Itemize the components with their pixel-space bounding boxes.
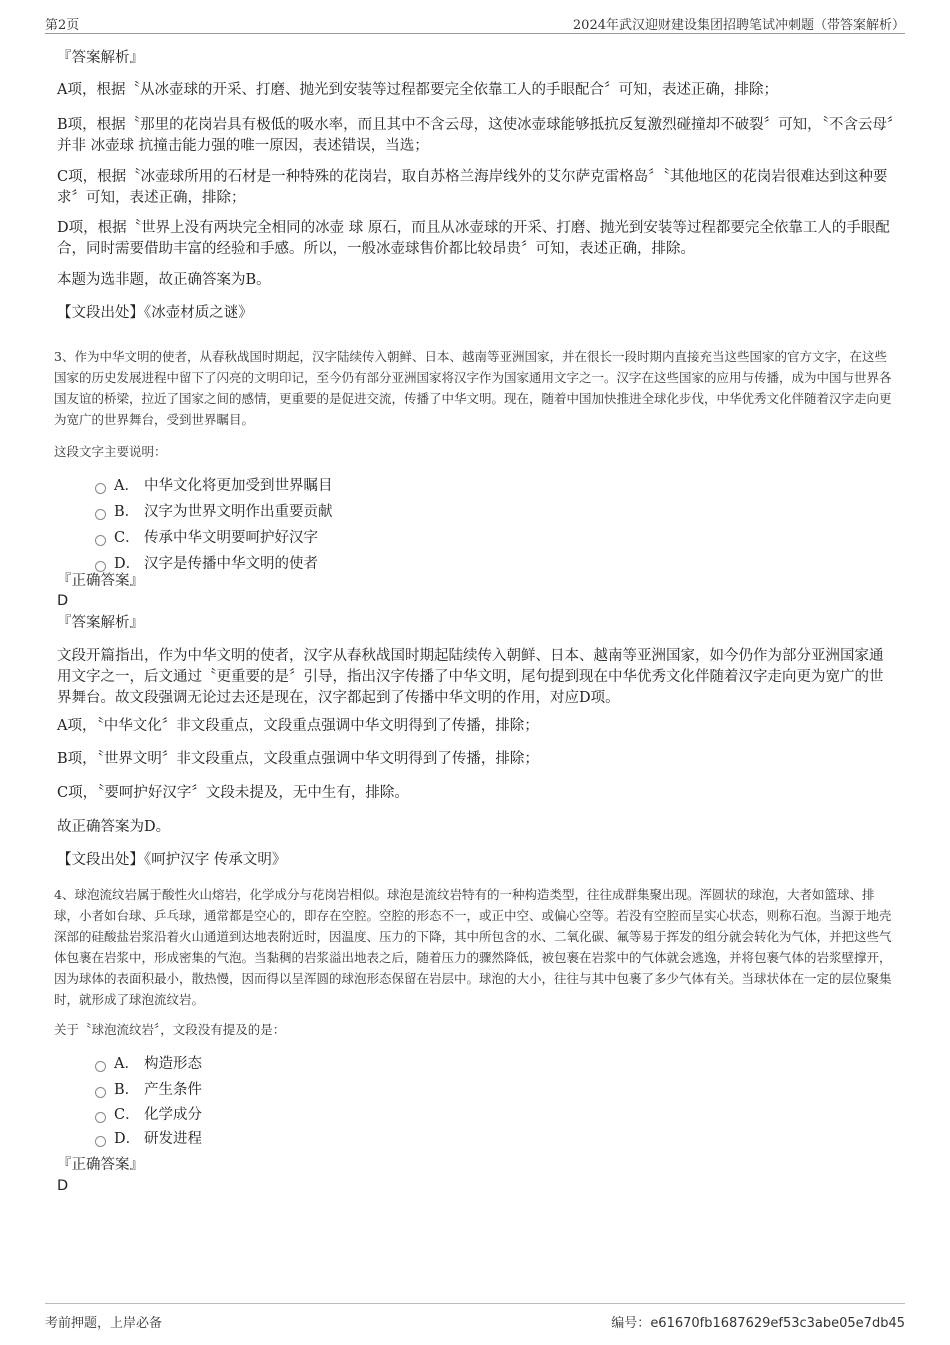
page-header [45,12,905,34]
radio-button[interactable] [95,535,106,546]
page-footer [45,1303,905,1333]
q4-answer-label: 『正确答案』 [57,1157,144,1173]
q4-stem: 关于〝球泡流纹岩〞，文段没有提及的是： [54,1022,286,1037]
q4-answer: D [57,1178,69,1194]
q3-stem: 这段文字主要说明： [54,444,167,459]
q4-passage: 4、球泡流纹岩属于酸性火山熔岩，化学成分与花岗岩相似。球泡是流纹岩特有的一种构造类型，往往成群集聚出现。浑圆状的球泡，大者如篮球、排球，小者如台球、乒乓球，通常都是空心的，即存在空腔。空腔的形态不一，或正中空、或偏心空等。若没有空腔而呈实心状态，则称石泡。当源于地壳深部的硅酸盐岩浆沿着火山通道到达地表附近时，因温度、压力的下降，其中所包含的水、二氧化碳、氟等易于挥发的组分就会转化为气体，并把这些气体包裹在岩浆中，形成密集的气泡。当黏稠的岩浆溢出地表之后，随着压力的骤然降低，被包裹在岩浆中的气体就会逃逸，并将包裹气体的岩浆壁撑开，因为球体的表面积最小，散热慢，因而得以呈浑圆的球泡形态保留在岩层中。球泡的大小，往往与其中包裹了多少气体有关。当球状体在一定的层位聚集时，就形成了球泡流纹岩。 [54,887,892,1007]
q2-analysis-d: D项，根据〝世界上没有两块完全相同的冰壶 球 原石，而且从冰壶球的开采、打磨、抛光到安装等过程都要完全依靠工人的手眼配合，同时需要借助丰富的经验和手感。所以，一般冰壶球售价都比较昂贵〞可知，表述正确，排除。 [57,220,890,257]
footer-code-value: e61670fb1687629ef53c3abe05e7db45 [650,1316,905,1331]
option-text: 化学成分 [144,1107,202,1123]
q2-analysis-c: C项，根据〝冰壶球所用的石材是一种特殊的花岗岩，取自苏格兰海岸线外的艾尔萨克雷格岛〞〝其他地区的花岗岩很难达到这种要求〞可知，表述正确，排除； [57,169,888,206]
q3-analysis-main: 文段开篇指出，作为中华文明的使者，汉字从春秋战国时期起陆续传入朝鲜、日本、越南等亚洲国家，如今仍作为部分亚洲国家通用文字之一，后文通过〝更重要的是〞引导，指出汉字传播了中华文明，尾句提到现在中华优秀文化伴随着汉字走向更为宽广的世界舞台。故文段强调无论过去还是现在，汉字都起到了传播中华文明的作用，对应D项。 [57,648,884,706]
q3-passage: 3、作为中华文明的使者，从春秋战国时期起，汉字陆续传入朝鲜、日本、越南等亚洲国家，并在很长一段时期内直接充当这些国家的官方文字，在这些国家的历史发展进程中留下了闪亮的文明印记，至今仍有部分亚洲国家将汉字作为国家通用文字之一。汉字在这些国家的应用与传播，成为中国与世界各国友谊的桥梁，拉近了国家之间的感情，更重要的是促进交流，传播了中华文明。现在，随着中国加快推进全球化步伐，中华优秀文化伴随着汉字走向更为宽广的世界舞台，受到世界瞩目。 [54,349,892,427]
q3-answer: D [57,593,69,609]
option-text: 产生条件 [144,1082,202,1098]
q3-option-a[interactable]: A． 中华文化将更加受到世界瞩目 [95,476,333,496]
q2-analysis-label: 『答案解析』 [57,50,144,66]
q4-option-b[interactable]: B． 产生条件 [95,1080,202,1100]
radio-button[interactable] [95,1087,106,1098]
q3-analysis-label: 『答案解析』 [57,615,144,631]
footer-slogan: 考前押题，上岸必备 [45,1316,163,1331]
q4-option-d[interactable]: D． 研发进程 [95,1129,202,1149]
page-number: 第2页 [45,18,80,33]
q2-conclusion: 本题为选非题，故正确答案为B。 [57,272,271,288]
q3-answer-label: 『正确答案』 [57,573,144,589]
q3-conclusion: 故正确答案为D。 [57,819,171,835]
q3-option-c[interactable]: C． 传承中华文明要呵护好汉字 [95,528,318,548]
q3-source: 【文段出处】《呵护汉字 传承文明》 [57,852,287,868]
option-text: 构造形态 [144,1056,202,1072]
q3-analysis-a: A项，〝中华文化〞非文段重点，文段重点强调中华文明得到了传播，排除； [57,718,539,734]
footer-code [611,1312,905,1331]
q3-analysis-c: C项，〝要呵护好汉字〞文段未提及，无中生有，排除。 [57,785,409,801]
option-text: 汉字是传播中华文明的使者 [144,556,318,572]
q2-source: 【文段出处】《冰壶材质之谜》 [57,305,253,321]
option-text: 传承中华文明要呵护好汉字 [144,530,318,546]
radio-button[interactable] [95,1061,106,1072]
radio-button[interactable] [95,1112,106,1123]
option-text: 中华文化将更加受到世界瞩目 [144,478,333,494]
q3-option-b[interactable]: B． 汉字为世界文明作出重要贡献 [95,502,333,522]
option-text: 研发进程 [144,1131,202,1147]
q3-analysis-b: B项，〝世界文明〞非文段重点，文段重点强调中华文明得到了传播，排除； [57,751,539,767]
radio-button[interactable] [95,483,106,494]
option-text: 汉字为世界文明作出重要贡献 [144,504,333,520]
q2-analysis-b: B项，根据〝那里的花岗岩具有极低的吸水率，而且其中不含云母，这使冰壶球能够抵抗反复激烈碰撞却不破裂〞可知，〝不含云母〞并非 冰壶球 抗撞击能力强的唯一原因，表述错误，当选； [57,117,895,154]
q4-option-c[interactable]: C． 化学成分 [95,1105,202,1125]
radio-button[interactable] [95,509,106,520]
q2-analysis-a: A项，根据〝从冰壶球的开采、打磨、抛光到安装等过程都要完全依靠工人的手眼配合〞可知，表述正确，排除； [57,82,778,98]
radio-button[interactable] [95,1136,106,1147]
q4-option-a[interactable]: A． 构造形态 [95,1054,202,1074]
q3-option-d[interactable]: D． 汉字是传播中华文明的使者 [95,554,318,574]
footer-code-label: 编号： [611,1316,651,1331]
document-title: 2024年武汉迎财建设集团招聘笔试冲刺题（带答案解析） [572,18,905,33]
